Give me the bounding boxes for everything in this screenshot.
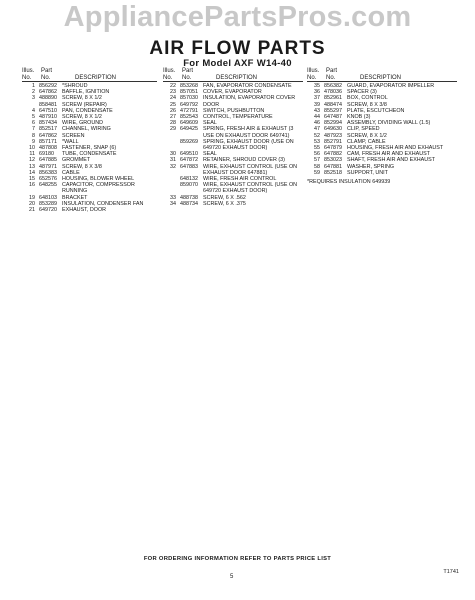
header-no: No. [307, 74, 317, 81]
part-description: CLIP, SPEED [347, 126, 380, 133]
part-number: 647885 [39, 157, 57, 164]
part-number: 488738 [180, 194, 198, 201]
part-number: 856383 [39, 169, 57, 176]
illus-number: 57 [314, 157, 320, 164]
part-description: SEAL [203, 120, 217, 127]
header-part: Part [182, 68, 194, 74]
part-description: CAM, FRESH AIR AND EXHAUST [347, 151, 430, 158]
part-description: INSULATION, EVAPORATOR COVER [203, 95, 296, 102]
part-number: 859269 [180, 138, 198, 145]
part-description: CLAMP, CABLE [347, 138, 386, 145]
part-description: PLATE, ESCUTCHEON [347, 107, 405, 114]
ordering-footer: FOR ORDERING INFORMATION REFER TO PARTS PRICE LIST [143, 556, 332, 562]
part-number: 852518 [324, 169, 342, 176]
illus-number: 34 [170, 200, 176, 207]
illus-number: 11 [29, 151, 35, 158]
illus-number: 52 [314, 132, 320, 139]
part-description: SCREEN [62, 132, 85, 139]
parts-column-1 [22, 68, 157, 213]
part-description: SWITCH, PUSHBUTTON [203, 107, 265, 114]
illus-number: 56 [314, 151, 320, 158]
part-number: 647510 [39, 107, 57, 114]
part-number: 855297 [324, 107, 342, 114]
header-row [163, 75, 303, 83]
part-number: 488890 [39, 95, 57, 102]
header-no2: No. [182, 74, 192, 81]
illus-number: 36 [314, 89, 320, 96]
illus-number: 5 [32, 114, 35, 121]
part-number: 857434 [39, 120, 57, 127]
illus-number: 10 [29, 145, 35, 152]
part-description: *WALL [62, 138, 79, 145]
part-number: 488734 [180, 200, 198, 207]
part-number: 647883 [180, 163, 198, 170]
part-description: *SHROUD [62, 83, 88, 89]
illus-number: 19 [29, 194, 35, 201]
parts-row [163, 164, 303, 176]
part-description: SCREW, 6 X .375 [203, 200, 246, 207]
part-number: 853289 [39, 200, 57, 207]
part-description: RETAINER, SHROUD COVER (3) [203, 157, 285, 164]
part-number: 647487 [324, 114, 342, 121]
part-number: 647882 [324, 151, 342, 158]
part-description: HOUSING, BLOWER WHEEL [62, 176, 135, 183]
illus-number: 47 [314, 126, 320, 133]
part-description: KNOB (3) [347, 114, 371, 121]
part-description: WIRE, FRESH AIR CONTROL [203, 176, 277, 183]
part-description: SPACER (3) [347, 89, 377, 96]
illus-number: 53 [314, 138, 320, 145]
part-description: SHAFT, FRESH AIR AND EXHAUST [347, 157, 436, 164]
header-illus: Illus. [22, 68, 35, 74]
illus-number: 8 [32, 132, 35, 139]
part-number: 857171 [39, 138, 57, 145]
illus-number: 55 [314, 145, 320, 152]
part-number: 487910 [39, 114, 57, 121]
page-number: 5 [230, 574, 234, 580]
header-row [22, 75, 157, 83]
illus-number: 13 [29, 163, 35, 170]
part-number: 648103 [39, 194, 57, 201]
part-description: CAPACITOR, COMPRESSOR RUNNING [62, 182, 135, 195]
part-description: WIRE, EXHAUST CONTROL (USE ON 649720 EXHAUST DOOR) [203, 182, 298, 195]
part-number: 856292 [39, 83, 57, 89]
part-number: 647881 [324, 163, 342, 170]
parts-row [163, 201, 303, 207]
part-number: 649792 [180, 101, 198, 108]
parts-column-2 [163, 68, 303, 207]
illus-number: 28 [170, 120, 176, 127]
illus-number: 16 [29, 182, 35, 189]
illus-number: 6 [32, 120, 35, 127]
illus-number: 15 [29, 176, 35, 183]
illus-number: 39 [314, 101, 320, 108]
illus-number: 4 [32, 107, 35, 114]
parts-row [22, 182, 157, 194]
part-description: COVER, EVAPORATOR [203, 89, 262, 96]
part-number: 649720 [39, 207, 57, 214]
illus-number: 9 [32, 138, 35, 145]
illus-number: 46 [314, 120, 320, 127]
illus-number: 1 [32, 83, 35, 89]
part-number: 487971 [39, 163, 57, 170]
parts-row [163, 182, 303, 194]
part-description: DOOR [203, 101, 220, 108]
header-no2: No. [41, 74, 51, 81]
illus-number: 2 [32, 89, 35, 96]
illus-number: 21 [29, 207, 35, 214]
part-description: SEAL [203, 151, 217, 158]
illus-number: 35 [314, 83, 320, 89]
part-number: 852517 [39, 126, 57, 133]
part-number: 488474 [324, 101, 342, 108]
part-number: 647879 [324, 145, 342, 152]
document-code: T1741 [443, 569, 459, 575]
illus-number: 3 [32, 95, 35, 102]
illus-number: 24 [170, 95, 176, 102]
column-header [307, 68, 457, 83]
illus-number: 20 [29, 200, 35, 207]
part-description: TUBE, CONDENSATE [62, 151, 117, 158]
part-description: BRACKET [62, 194, 88, 201]
illus-number: 27 [170, 114, 176, 121]
part-number: 853268 [180, 83, 198, 89]
header-part: Part [41, 68, 53, 74]
illus-number: 29 [170, 126, 176, 133]
part-description: BAFFLE, IGNITION [62, 89, 110, 96]
header-no: No. [22, 74, 32, 81]
header-illus: Illus. [307, 68, 320, 74]
illus-number: 22 [170, 83, 176, 89]
watermark-banner: AppliancePartsPros.com [0, 0, 475, 34]
part-number: 857030 [180, 95, 198, 102]
illus-number: 32 [170, 163, 176, 170]
illus-number: 59 [314, 169, 320, 176]
part-description: SCREW, 8 X 1/2 [62, 114, 102, 121]
illus-number: 31 [170, 157, 176, 164]
part-description: INSULATION, CONDENSER FAN [62, 200, 144, 207]
column-header [22, 68, 157, 83]
part-number: 487808 [39, 145, 57, 152]
part-number: 649425 [180, 126, 198, 133]
part-number: 647862 [39, 89, 57, 96]
part-description: WIRE, EXHAUST CONTROL (USE ON EXHAUST DOOR 647881) [203, 163, 298, 176]
page-subtitle: For Model AXF W14-40 [183, 58, 292, 69]
part-number: 69180 [39, 151, 54, 158]
part-description: WASHER, SPRING [347, 163, 395, 170]
parts-row [163, 126, 303, 138]
part-number: 478036 [324, 89, 342, 96]
part-number: 852961 [324, 95, 342, 102]
illus-number: 25 [170, 101, 176, 108]
part-number: 856382 [324, 83, 342, 89]
part-description: SCREW, 8 X 1/2 [347, 132, 387, 139]
part-number: 858481 [39, 101, 57, 108]
header-description: DESCRIPTION [216, 74, 258, 81]
header-no2: No. [326, 74, 336, 81]
part-description: EXHAUST, DOOR [62, 207, 107, 214]
part-number: 853023 [324, 157, 342, 164]
part-description: SPRING, EXHAUST DOOR (USE ON 649720 EXHAUST DOOR) [203, 138, 294, 152]
parts-row [307, 170, 457, 176]
illus-number: 30 [170, 151, 176, 158]
part-description: FAN, EVAPORATOR CONDENSATE [203, 83, 292, 89]
illus-number: 58 [314, 163, 320, 170]
part-number: 652576 [39, 176, 57, 183]
parts-row [22, 207, 157, 213]
illus-number: 26 [170, 107, 176, 114]
part-number: 648255 [39, 182, 57, 189]
page-title: AIR FLOW PARTS [149, 38, 326, 59]
part-description: HOUSING, FRESH AIR AND EXHAUST [347, 145, 444, 152]
part-description: SCREW, 8 X 1/2 [62, 95, 102, 102]
illus-number: 7 [32, 126, 35, 133]
part-number: 852791 [324, 138, 342, 145]
illus-number: 37 [314, 95, 320, 102]
header-no: No. [163, 74, 173, 81]
illus-number: 12 [29, 157, 35, 164]
part-number: 647872 [180, 157, 198, 164]
part-number: 648132 [180, 176, 198, 183]
header-description: DESCRIPTION [360, 74, 402, 81]
illus-number: 43 [314, 107, 320, 114]
part-description: ASSEMBLY, DIVIDING WALL (1.5) [347, 120, 431, 127]
part-description: CONTROL, TEMPERATURE [203, 114, 273, 121]
header-part: Part [326, 68, 338, 74]
illus-number: 23 [170, 89, 176, 96]
part-number: 487923 [324, 132, 342, 139]
part-description: WIRE, GROUND [62, 120, 104, 127]
part-number: 649609 [180, 120, 198, 127]
insulation-note: *REQUIRES INSULATION 649939 [307, 179, 391, 186]
header-description: DESCRIPTION [75, 74, 117, 81]
part-description: PAN, CONDENSATE [62, 107, 113, 114]
parts-row [163, 139, 303, 151]
part-description: GROMMET [62, 157, 91, 164]
part-number: 859070 [180, 182, 198, 189]
part-number: 857051 [180, 89, 198, 96]
part-description: SCREW, 6 X .562 [203, 194, 246, 201]
illus-number: 44 [314, 114, 320, 121]
part-description: CHANNEL, WIRING [62, 126, 111, 133]
part-description: BOX, CONTROL [347, 95, 388, 102]
part-number: 852543 [180, 114, 198, 121]
part-description: GUARD, EVAPORATOR IMPELLER [347, 83, 435, 89]
part-description: SCREW, 8 X 3/8 [62, 163, 102, 170]
part-description: CABLE [62, 169, 80, 176]
header-illus: Illus. [163, 68, 176, 74]
part-description: SUPPORT, UNIT [347, 169, 388, 176]
illus-number: 14 [29, 169, 35, 176]
part-number: 647862 [39, 132, 57, 139]
part-description: SPRING, FRESH AIR & EXHAUST (3 USE ON EXHAUST DOOR 649741) [203, 126, 294, 139]
parts-column-3 [307, 68, 457, 185]
part-description: FASTENER, SNAP (6) [62, 145, 117, 152]
illus-number: 33 [170, 194, 176, 201]
part-number: 649510 [180, 151, 198, 158]
header-row [307, 75, 457, 83]
part-number: 472791 [180, 107, 198, 114]
column-header [163, 68, 303, 83]
part-description: SCREW (REPAIR) [62, 101, 107, 108]
part-number: 649630 [324, 126, 342, 133]
part-number: 852994 [324, 120, 342, 127]
part-description: SCREW, 8 X 3/8 [347, 101, 387, 108]
